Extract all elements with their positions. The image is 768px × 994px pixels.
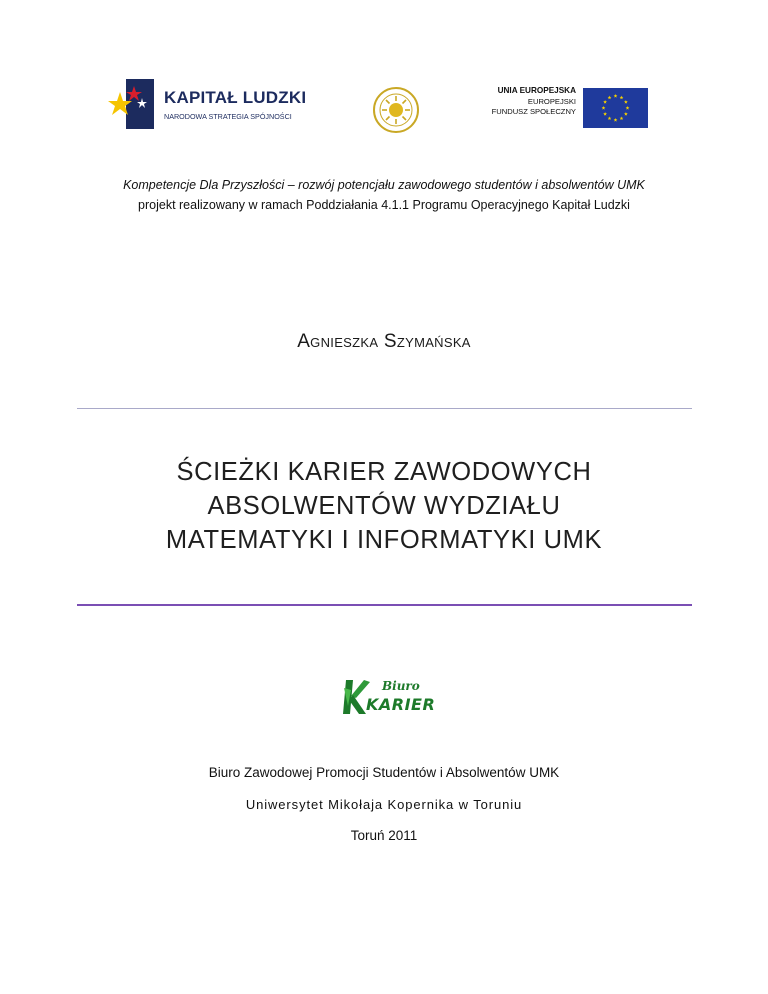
- eu-star: [624, 112, 628, 116]
- university-seal-icon: [372, 86, 420, 134]
- eu-star: [608, 96, 612, 100]
- kapital-ludzki-star-icon: [104, 76, 160, 132]
- eu-star: [603, 112, 607, 116]
- author-name: Agnieszka Szymańska: [297, 331, 471, 352]
- office-name: Biuro Zawodowej Promocji Studentów i Absolwentów UMK: [208, 765, 560, 780]
- biuro-karier-line-2: KARIER: [366, 695, 436, 714]
- title-line-2: ABSOLWENTÓW WYDZIAŁU: [207, 492, 561, 520]
- biuro-karier-logo: [342, 676, 434, 718]
- eu-star: [626, 106, 630, 110]
- eu-star: [620, 96, 624, 100]
- title-line-3: MATEMATYKI I INFORMATYKI UMK: [165, 526, 603, 554]
- kapital-ludzki-name: KAPITAŁ LUDZKI: [164, 88, 307, 107]
- eu-star: [608, 116, 612, 120]
- eu-star: [620, 116, 624, 120]
- eu-line-2: EUROPEJSKI: [527, 96, 576, 106]
- eu-star: [614, 94, 618, 98]
- university-name: Uniwersytet Mikołaja Kopernika w Toruniu: [245, 797, 523, 812]
- top-divider: [77, 408, 692, 409]
- kapital-ludzki-subtitle: NARODOWA STRATEGIA SPÓJNOŚCI: [164, 112, 292, 121]
- biuro-karier-line-1: Biuro: [382, 679, 420, 693]
- eu-line-1: UNIA EUROPEJSKA: [497, 86, 576, 95]
- eu-star: [603, 100, 607, 104]
- eu-star: [624, 100, 628, 104]
- bottom-divider: [77, 604, 692, 606]
- project-description: projekt realizowany w ramach Poddziałania 4.1.1 Programu Operacyjnego Kapitał Ludzki: [138, 198, 630, 212]
- eu-star: [602, 106, 606, 110]
- project-title: Kompetencje Dla Przyszłości – rozwój potencjału zawodowego studentów i absolwentów UMK: [123, 178, 645, 192]
- eu-line-3: FUNDUSZ SPOŁECZNY: [491, 107, 576, 116]
- title-line-1: ŚCIEŻKI KARIER ZAWODOWYCH: [176, 458, 592, 486]
- eu-star: [614, 118, 618, 122]
- eu-fund-text: [452, 86, 576, 118]
- eu-flag-icon: [583, 88, 648, 128]
- place-and-date: Toruń 2011: [350, 828, 418, 843]
- document-title: [0, 455, 768, 557]
- kapital-ludzki-logo: [104, 76, 324, 132]
- eu-stars: [583, 88, 648, 128]
